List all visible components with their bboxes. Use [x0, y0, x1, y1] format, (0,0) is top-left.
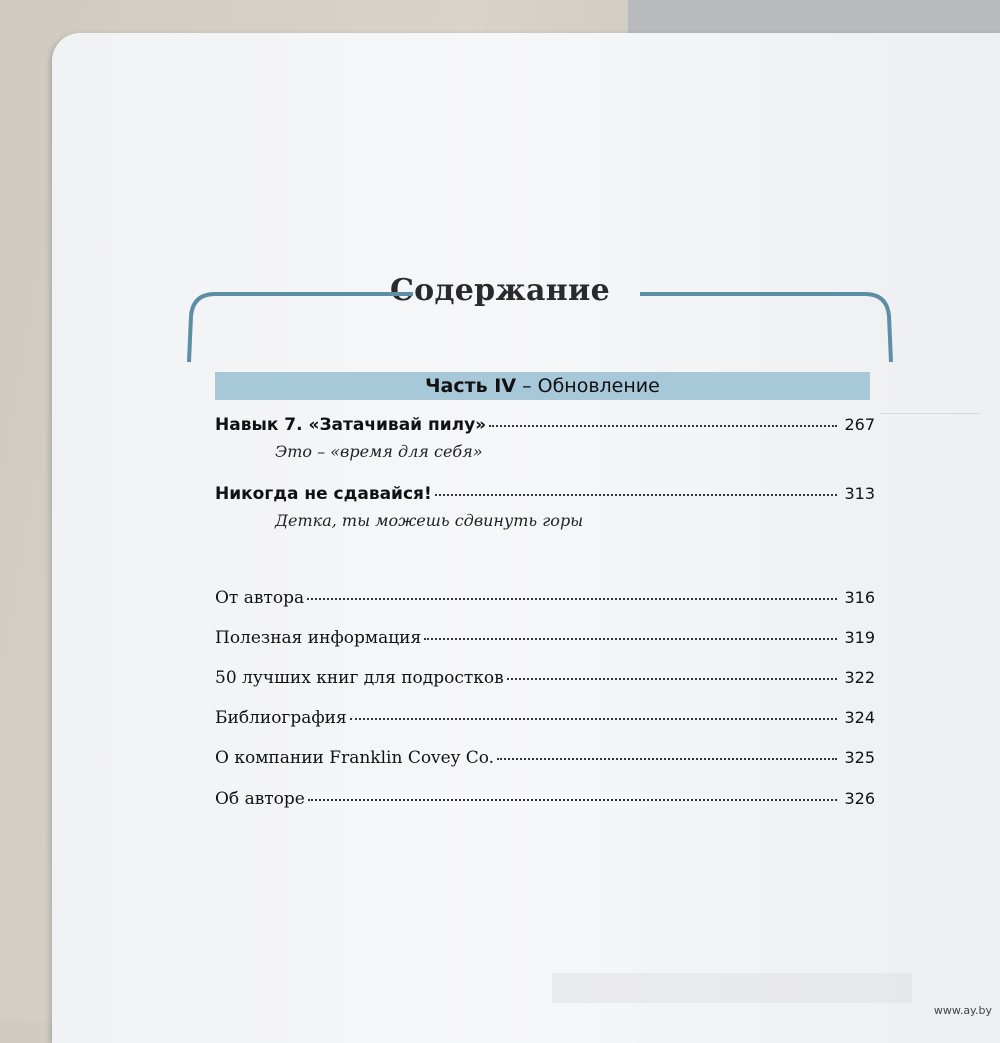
toc-entry-page: 324 [844, 708, 875, 727]
title-frame [185, 288, 895, 368]
dot-leader [489, 424, 837, 427]
toc-entry-label: От автора [215, 588, 305, 608]
part-header-text [215, 375, 870, 397]
dot-leader [507, 677, 837, 680]
toc-entry-subtitle: Это – «время для себя» [275, 442, 483, 461]
page-title: Содержание [390, 273, 610, 308]
dot-leader [350, 717, 837, 720]
part-title: – Обновление [516, 375, 660, 397]
toc-entry-from-author[interactable] [215, 588, 875, 608]
toc-entry-label: Полезная информация [215, 628, 422, 648]
part-header [215, 372, 870, 400]
toc-entry-useful-info[interactable] [215, 628, 875, 648]
dot-leader [435, 493, 837, 496]
watermark: www.ay.by [933, 1004, 992, 1017]
toc-entry-page: 326 [844, 789, 875, 808]
toc-entry-label: Об авторе [215, 789, 305, 809]
toc-entry-label: Навык 7. «Затачивай пилу» [215, 415, 487, 435]
toc-entry-label: Никогда не сдавайся! [215, 484, 432, 504]
toc-entry-page: 267 [844, 415, 875, 434]
part-number: Часть IV [425, 375, 517, 397]
toc-entry-never-give-up[interactable] [215, 484, 875, 504]
toc-entry-page: 316 [844, 588, 875, 607]
toc-entry-label: 50 лучших книг для подростков [215, 668, 504, 688]
toc-entry-page: 319 [844, 628, 875, 647]
toc-entry-subtitle: Детка, ты можешь сдвинуть горы [275, 511, 584, 530]
toc-entry-about-author[interactable] [215, 789, 875, 809]
toc-entry-label: О компании Franklin Covey Co. [215, 748, 495, 768]
toc-entry-page: 313 [844, 484, 875, 503]
dot-leader [308, 798, 837, 801]
dot-leader [497, 757, 837, 760]
dot-leader [307, 597, 837, 600]
toc-entry-company[interactable] [215, 748, 875, 768]
toc-entry-habit-7[interactable] [215, 415, 875, 435]
book-page [52, 33, 1000, 1043]
toc-entry-page: 322 [844, 668, 875, 687]
toc-entry-label: Библиография [215, 708, 347, 728]
toc-entry-page: 325 [844, 748, 875, 767]
toc-entry-top-books[interactable] [215, 668, 875, 688]
dot-leader [424, 637, 837, 640]
toc-entry-bibliography[interactable] [215, 708, 875, 728]
